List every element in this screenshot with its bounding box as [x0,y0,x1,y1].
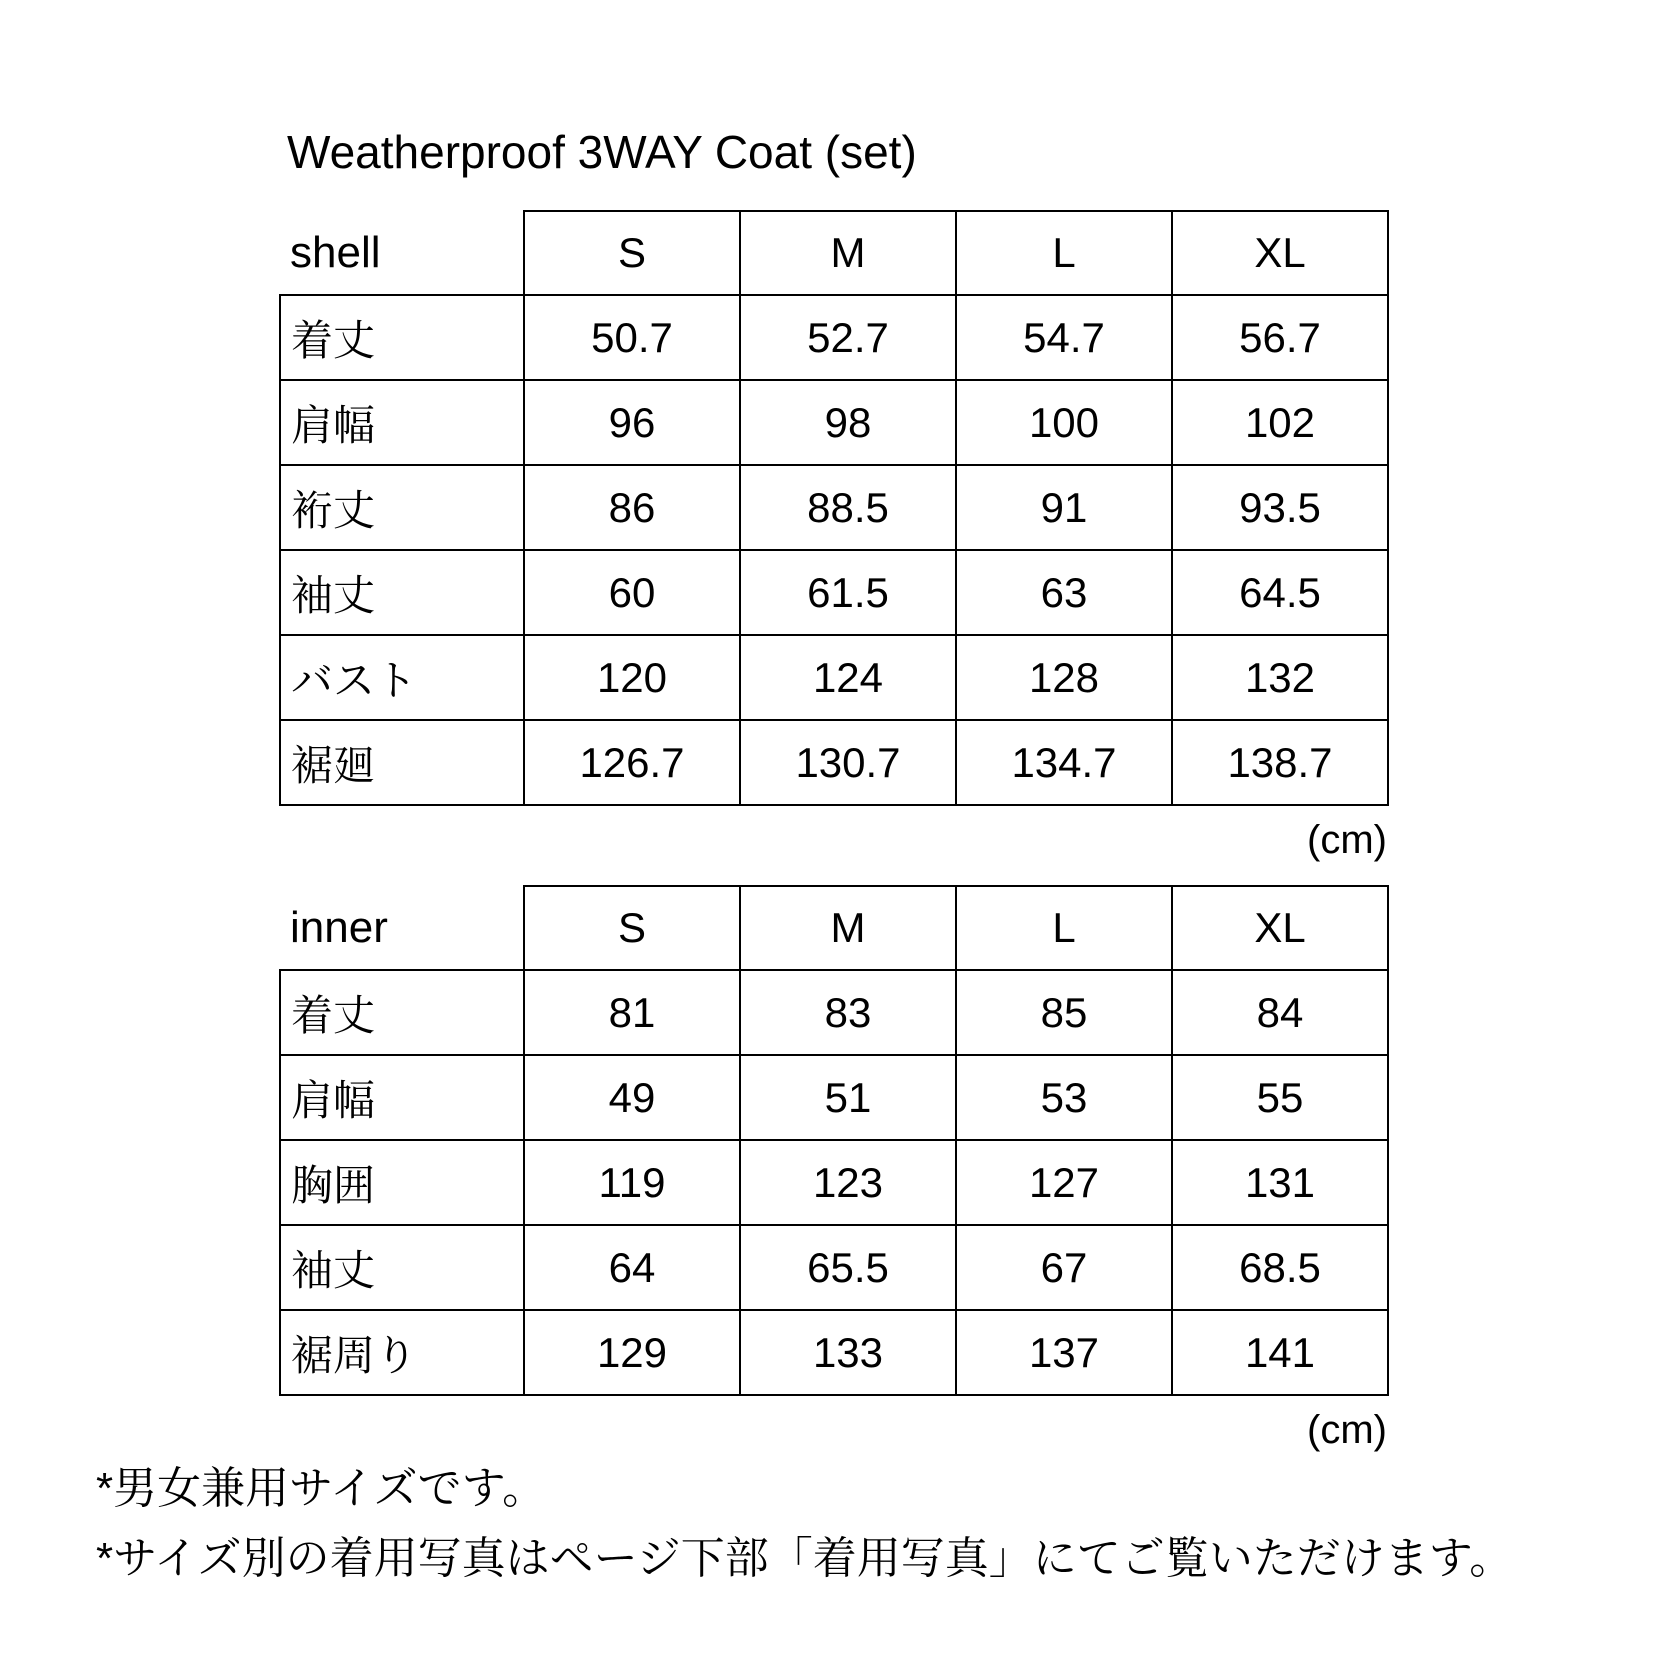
table-row [280,1310,1388,1395]
footnote-unisex-sizing: *男女兼用サイズです。 [96,1464,547,1513]
table-row [280,1140,1388,1225]
table-row [280,720,1388,805]
row-label: 裾周り [280,1310,524,1395]
table-cell: 86 [524,465,740,550]
table-cell: 133 [740,1310,956,1395]
table-row [280,1225,1388,1310]
table-cell: 67 [956,1225,1172,1310]
table-cell: 120 [524,635,740,720]
table-cell: 85 [956,970,1172,1055]
shell-column-header-xl: XL [1172,211,1388,295]
footnote-fit-photos: *サイズ別の着用写真はページ下部「着用写真」にてご覧いただけます。 [96,1534,1514,1583]
row-label: 袖丈 [280,550,524,635]
table-cell: 63 [956,550,1172,635]
table-cell: 102 [1172,380,1388,465]
inner-column-header-s: S [524,886,740,970]
inner-header-row [280,886,1388,970]
row-label: 着丈 [280,970,524,1055]
shell-table-label: shell [290,227,381,277]
inner-table-label: inner [290,902,388,952]
table-cell: 124 [740,635,956,720]
table-cell: 84 [1172,970,1388,1055]
table-row [280,1055,1388,1140]
table-cell: 53 [956,1055,1172,1140]
table-cell: 88.5 [740,465,956,550]
table-cell: 93.5 [1172,465,1388,550]
row-label: 肩幅 [280,1055,524,1140]
table-row [280,295,1388,380]
table-cell: 64 [524,1225,740,1310]
inner-size-table [279,885,1389,1396]
table-cell: 91 [956,465,1172,550]
inner-column-header-xl: XL [1172,886,1388,970]
table-row [280,465,1388,550]
table-cell: 56.7 [1172,295,1388,380]
table-cell: 64.5 [1172,550,1388,635]
table-cell: 60 [524,550,740,635]
shell-column-header-m: M [740,211,956,295]
table-cell: 68.5 [1172,1225,1388,1310]
row-label: 裾廻 [280,720,524,805]
inner-unit-label: (cm) [1307,1408,1387,1452]
table-cell: 128 [956,635,1172,720]
shell-unit-label: (cm) [1307,818,1387,862]
table-cell: 132 [1172,635,1388,720]
table-cell: 127 [956,1140,1172,1225]
table-cell: 134.7 [956,720,1172,805]
shell-column-header-l: L [956,211,1172,295]
table-cell: 138.7 [1172,720,1388,805]
table-cell: 51 [740,1055,956,1140]
table-cell: 65.5 [740,1225,956,1310]
table-cell: 123 [740,1140,956,1225]
row-label: 胸囲 [280,1140,524,1225]
table-row [280,970,1388,1055]
inner-column-header-l: L [956,886,1172,970]
row-label: 肩幅 [280,380,524,465]
shell-header-row [280,211,1388,295]
table-cell: 61.5 [740,550,956,635]
table-cell: 96 [524,380,740,465]
table-cell: 49 [524,1055,740,1140]
table-cell: 137 [956,1310,1172,1395]
table-cell: 141 [1172,1310,1388,1395]
row-label: 袖丈 [280,1225,524,1310]
table-cell: 131 [1172,1140,1388,1225]
table-row [280,635,1388,720]
row-label: バスト [280,635,524,720]
table-cell: 100 [956,380,1172,465]
page-title: Weatherproof 3WAY Coat (set) [287,126,917,178]
table-cell: 50.7 [524,295,740,380]
table-row [280,550,1388,635]
table-cell: 52.7 [740,295,956,380]
table-cell: 83 [740,970,956,1055]
table-cell: 81 [524,970,740,1055]
table-cell: 130.7 [740,720,956,805]
table-cell: 98 [740,380,956,465]
table-cell: 126.7 [524,720,740,805]
table-cell: 55 [1172,1055,1388,1140]
table-cell: 54.7 [956,295,1172,380]
table-cell: 119 [524,1140,740,1225]
inner-column-header-m: M [740,886,956,970]
shell-column-header-s: S [524,211,740,295]
table-cell: 129 [524,1310,740,1395]
shell-size-table [279,210,1389,806]
table-row [280,380,1388,465]
row-label: 着丈 [280,295,524,380]
row-label: 裄丈 [280,465,524,550]
